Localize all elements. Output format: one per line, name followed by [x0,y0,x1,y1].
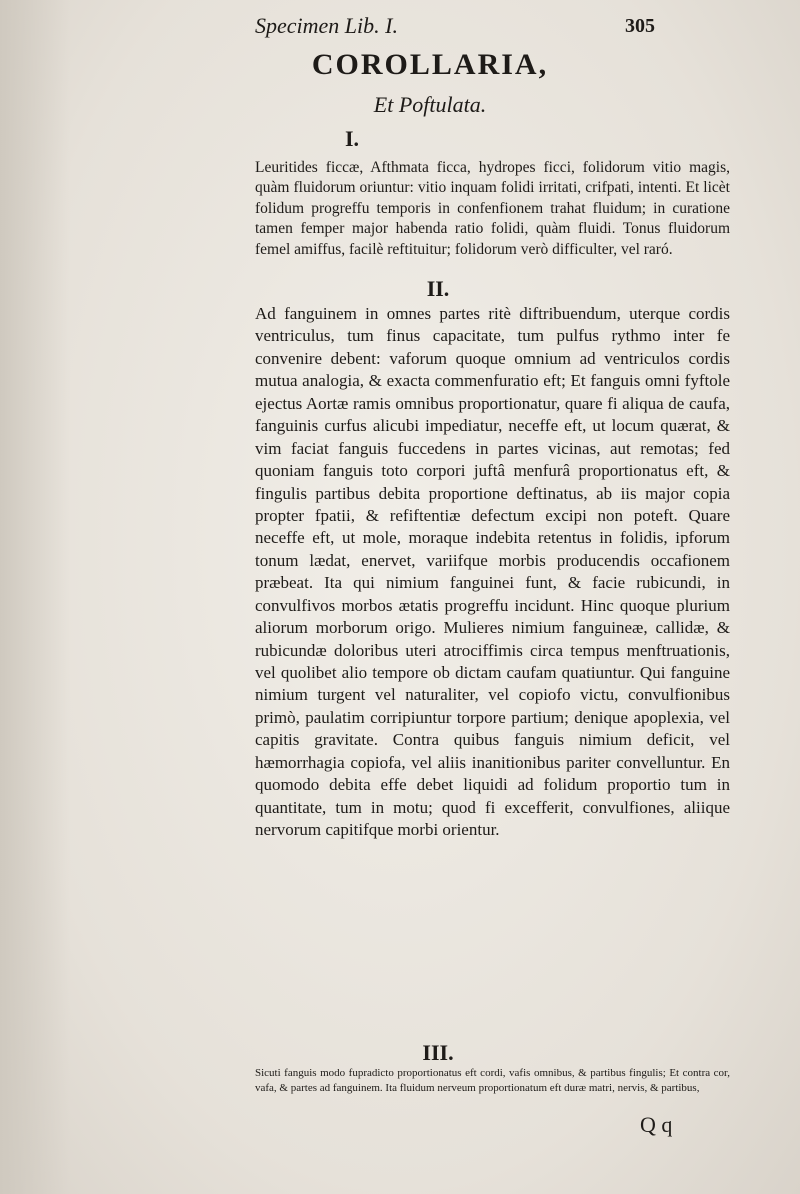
section-number-2: II. [426,276,450,301]
running-head [255,8,655,44]
paragraph-1-text: Leuritides ficcæ, Afthmata ficca, hydropes ficci, folidorum vitio magis, quàm fluidorum oriuntur: vitio inquam folidi irritati, crifpati, intenti. Et licèt folidum progreffu temporis in confenfionem trahat fluidum; in curatione tamen femper major habenda ratio folidi, quàm fluidi. Tonus fluidorum femel amiffus, facilè reftituitur; folidorum verò difficulter, vel raró. [255,159,730,258]
paragraph-3-text: Sicuti fanguis modo fupradicto proportionatus eft cordi, vafis omnibus, & partibus fingulis; Et contra cor, vafa, & partes ad fanguinem. Ita fluidum nerveum proportionatum eft duræ matri, nervis, & partibus, [255,1067,730,1094]
paragraph-2-text: Ad fanguinem in omnes partes ritè diftribuendum, uterque cordis ventriculus, tum finus capacitate, tum pulfus rythmo inter fe convenire debent: vaforum quoque omnium ad ventriculos cordis mutua analogia, & exacta commenfuratio eft; Et fanguis omni fyftole ejectus Aortæ ramis omnibus proportionatur, quare fi aliqua de caufa, fanguinis curfus alicubi impediatur, neceffe eft, ut locum quærat, & vim faciat fanguis fuccedens in partes vicinas, aut remotas; fed quoniam fanguis toto corpori juftâ menfurâ proportionatus eft, & fingulis partibus debita proportione deftinatus, ab iis major copia propter fpatii, & refiftentiæ defectum excipi non poteft. Quare neceffe eft, ut mole, moraque indebita retentus in folidis, ipforum tonum lædat, enervet, variifque morbis producendis occafionem præbeat. Ita qui nimium fanguinei funt, & facie rubicundi, in convulfivos morbos ætatis progreffu incidunt. Hinc quoque plurium aliorum morborum origo. Mulieres nimium fanguineæ, callidæ, & rubicundæ doloribus uteri atrociffimis circa tempus menftruationis, vel quolibet alio tempore ob dictam caufam quatiuntur. Qui fanguine nimium turgent vel naturaliter, vel copiofo victu, convulfionibus primò, paulatim corripiuntur torpore partium; denique apoplexia, vel capitis gravitate. Contra quibus fanguis nimium deficit, vel hæmorrhagia copiofa, vel aliis inanitionibus pariter convelluntur. En quomodo debita effe debet liquidi ad folidum proportio tum in quantitate, tum in motu; quod fi excefferit, convulfiones, aliique nervorum capitifque morbi orientur. [255,304,730,840]
page-number: 305 [625,14,655,37]
running-title: Specimen Lib. I. [255,13,398,38]
section-subtitle: Et Poftulata. [373,92,487,117]
section-title: COROLLARIA, [311,48,549,81]
section-number-1: I. [344,126,360,151]
paragraph-1 [255,158,730,260]
catchword: Q q [640,1112,673,1137]
section-number-3: III. [422,1040,454,1065]
gutter-shadow [0,0,70,1194]
paragraph-3 [255,1066,730,1095]
paragraph-2 [255,303,730,842]
